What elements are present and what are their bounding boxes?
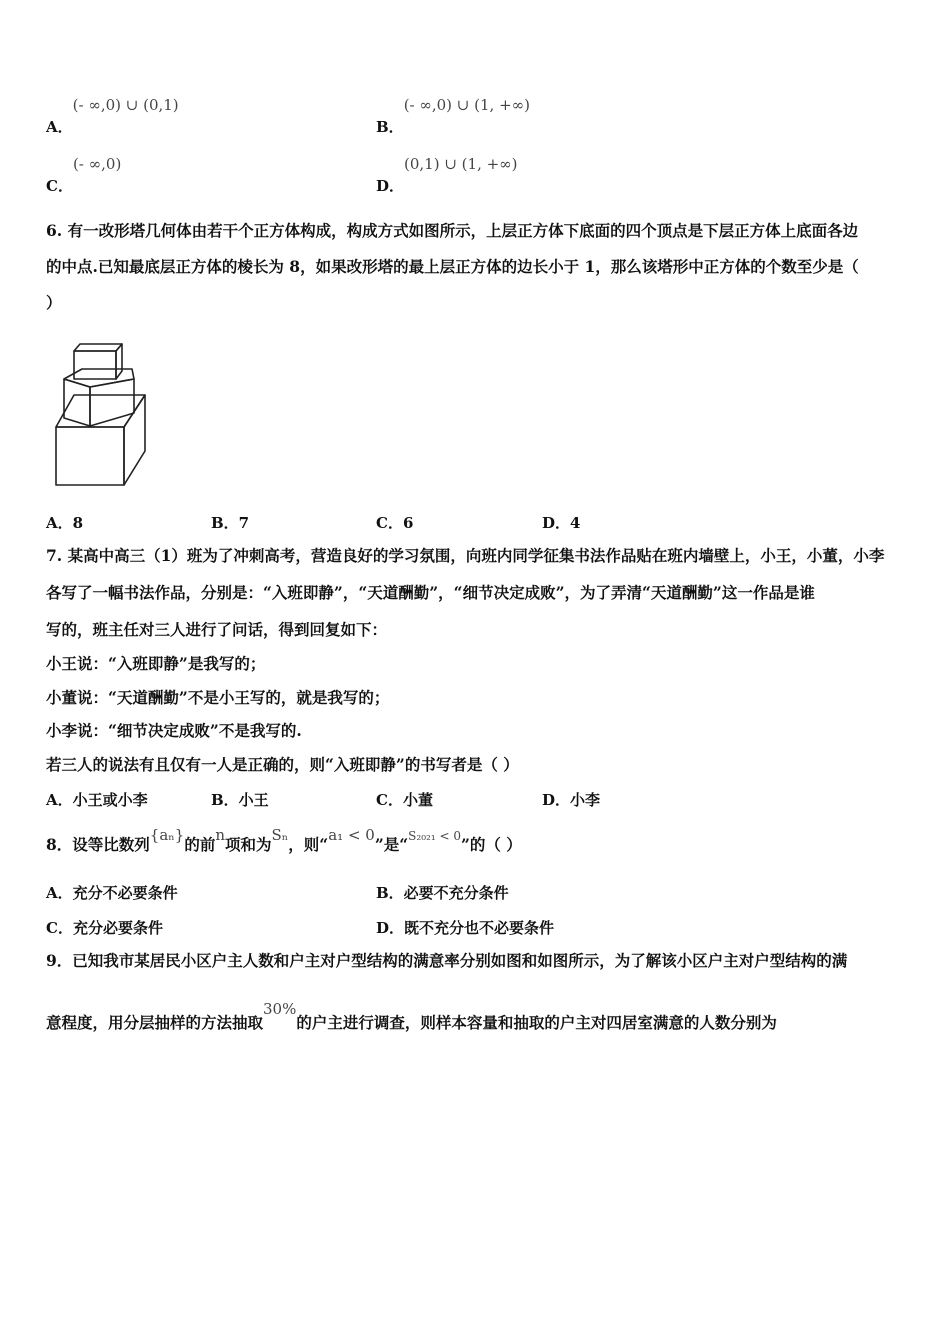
q6-option-d[interactable]: D．4 [542, 514, 581, 532]
q9-text-2: 的户主进行调查，则样本容量和抽取的户主对四居室满意的人数分别为 [296, 1013, 777, 1032]
q7-text-line3: 写的，班主任对三人进行了问话，得到回复如下： [46, 620, 388, 639]
q8-text-2: 的前 [184, 835, 216, 854]
q7-text-line2: 各写了一幅书法作品，分别是：“入班即静”，“天道酬勤”，“细节决定成败”，为了弄清“天道酬勤”这一作品是谁 [46, 583, 815, 602]
q5-option-d[interactable] [376, 155, 518, 195]
q8-option-b[interactable]: B．必要不充分条件 [376, 884, 509, 902]
q8-option-d[interactable]: D．既不充分也不必要条件 [376, 919, 555, 937]
q8-text-5: ”是“ [374, 835, 409, 854]
q5-option-d-label: D． [376, 177, 405, 195]
q8-text-1: 8．设等比数列 [46, 835, 150, 854]
q6-option-a[interactable]: A．8 [46, 514, 84, 532]
q6-option-b[interactable]: B．7 [211, 514, 250, 532]
q8-stem [46, 826, 522, 857]
top-cube-side [116, 344, 122, 379]
top-cube-top [74, 344, 122, 351]
q7-text-line1: 7. 某高中高三（1）班为了冲刺高考，营造良好的学习氛围，向班内同学征集书法作品贴在班内墙壁上，小王，小董，小李 [46, 546, 885, 565]
q7-text-line7: 若三人的说法有且仅有一人是正确的，则“入班即静”的书写者是（ ） [46, 755, 519, 774]
q8-math-n: n [215, 826, 226, 844]
q7-option-a[interactable]: A．小王或小李 [46, 791, 148, 809]
q5-option-c-math: (- ∞,0) [72, 155, 122, 173]
tower-figure [52, 343, 152, 489]
bottom-cube-front [56, 427, 124, 485]
q9-text-1: 意程度，用分层抽样的方法抽取 [46, 1013, 264, 1032]
q6-option-c[interactable]: C．6 [376, 514, 414, 532]
q8-math-s2021: S₂₀₂₁ < 0 [408, 829, 461, 843]
q8-math-sn: Sₙ [271, 826, 289, 844]
q5-option-d-math: (0,1) ∪ (1, +∞) [404, 155, 518, 173]
q7-text-line4: 小王说：“入班即静”是我写的； [46, 654, 266, 673]
q6-text-line3: ） [46, 293, 62, 312]
q8-option-a[interactable]: A．充分不必要条件 [46, 884, 178, 902]
q8-math-sequence: {aₙ} [149, 826, 185, 844]
q7-text-line5: 小董说：“天道酬勤”不是小王写的，就是我写的； [46, 688, 390, 707]
q8-text-3: 项和为 [225, 835, 272, 854]
q5-option-a-label: A． [46, 118, 73, 136]
q5-option-b[interactable] [376, 96, 530, 136]
q8-text-6: ”的（ ） [460, 835, 522, 854]
q5-option-b-label: B． [376, 118, 404, 136]
q7-option-c[interactable]: C．小董 [376, 791, 433, 809]
q7-text-line6: 小李说：“细节决定成败”不是我写的. [46, 721, 302, 740]
q5-option-c[interactable] [46, 155, 122, 195]
q9-text-line1: 9．已知我市某居民小区户主人数和户主对户型结构的满意率分别如图和如图所示，为了解该小区户主对户型结构的满 [46, 951, 848, 970]
q8-option-c[interactable]: C．充分必要条件 [46, 919, 163, 937]
q5-option-b-math: (- ∞,0) ∪ (1, +∞) [403, 96, 530, 114]
q8-text-4: ，则“ [288, 835, 329, 854]
q9-text-line2 [46, 1000, 777, 1034]
q5-option-c-label: C． [46, 177, 73, 195]
q7-option-b[interactable]: B．小王 [211, 791, 269, 809]
q9-math-percent: 30% [263, 1000, 297, 1018]
q5-option-a[interactable] [46, 96, 179, 136]
q8-math-a1: a₁ < 0 [328, 826, 375, 844]
q5-option-a-math: (- ∞,0) ∪ (0,1) [72, 96, 179, 114]
q7-option-d[interactable]: D．小李 [542, 791, 601, 809]
top-cube-front [74, 351, 116, 379]
q6-text-line2: 的中点.已知最底层正方体的棱长为 8，如果改形塔的最上层正方体的边长小于 1，那么该塔形中正方体的个数至少是（ [46, 257, 859, 276]
q6-text-line1: 6. 有一改形塔几何体由若干个正方体构成，构成方式如图所示，上层正方体下底面的四个顶点是下层正方体上底面各边 [46, 221, 859, 240]
